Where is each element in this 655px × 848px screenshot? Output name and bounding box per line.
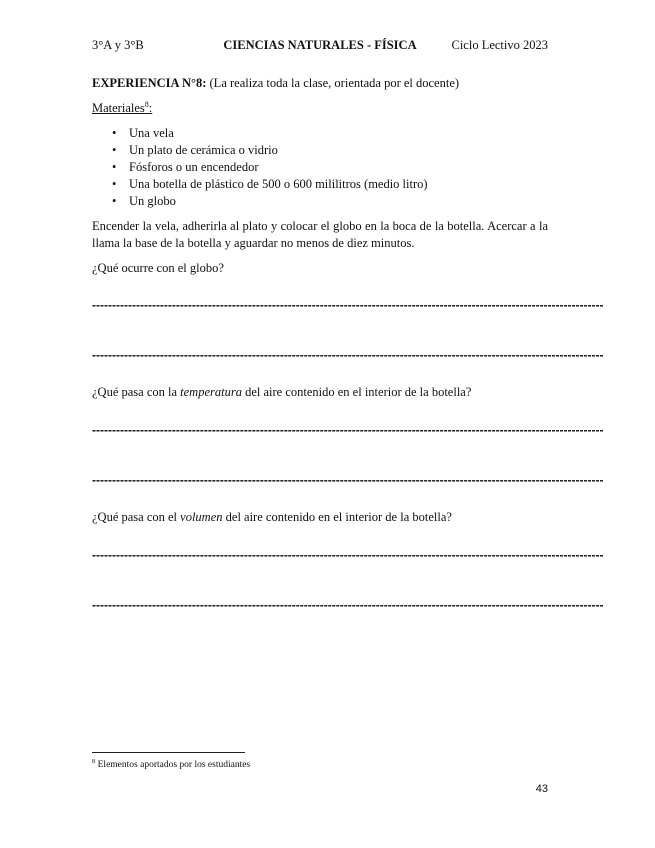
material-item: Un globo (129, 194, 176, 208)
material-item: Un plato de cerámica o vidrio (129, 143, 278, 157)
materials-colon: : (148, 101, 153, 115)
header-year: Ciclo Lectivo 2023 (451, 38, 548, 52)
header-course: 3°A y 3°B (92, 38, 144, 52)
answer-line-3a[interactable]: -------------------------------------------------------------------------------------------------------------------------------- (92, 548, 604, 562)
materials-heading (92, 100, 548, 117)
question-3-emphasis: volumen (180, 510, 223, 524)
bullet-icon: • (112, 194, 117, 208)
materials-label (92, 101, 152, 115)
answer-line-3b[interactable]: -------------------------------------------------------------------------------------------------------------------------------- (92, 598, 604, 612)
question-1 (92, 260, 548, 277)
list-item (92, 142, 548, 159)
list-item (92, 176, 548, 193)
bullet-icon: • (112, 177, 117, 191)
footnote (92, 757, 251, 770)
question-2-text-before: ¿Qué pasa con la (92, 385, 181, 399)
answer-line-2a[interactable]: -------------------------------------------------------------------------------------------------------------------------------- (92, 423, 604, 437)
experience-heading (92, 75, 548, 92)
question-1-text: ¿Qué ocurre con el globo? (92, 261, 224, 275)
materials-label-text: Materiales (92, 101, 145, 115)
materials-list (92, 125, 548, 210)
instructions-paragraph: Encender la vela, adherirla al plato y colocar el globo en la boca de la botella. Acercar a la llama la base de la botella y aguardar no menos de diez minutos. (92, 219, 548, 250)
header-subject: CIENCIAS NATURALES - FÍSICA (223, 38, 417, 52)
material-item: Una vela (129, 126, 174, 140)
list-item (92, 125, 548, 142)
page-header (92, 38, 548, 54)
question-3-text-after: del aire contenido en el interior de la botella? (222, 510, 452, 524)
answer-line-1a[interactable]: -------------------------------------------------------------------------------------------------------------------------------- (92, 298, 604, 312)
list-item (92, 159, 548, 176)
list-item (92, 193, 548, 210)
bullet-icon: • (112, 126, 117, 140)
answer-line-2b[interactable]: -------------------------------------------------------------------------------------------------------------------------------- (92, 473, 604, 487)
footnote-divider (92, 752, 245, 753)
bullet-icon: • (112, 160, 117, 174)
material-item: Fósforos o un encendedor (129, 160, 259, 174)
materials-footnote-ref: 8 (144, 99, 149, 109)
page-number: 43 (535, 783, 548, 795)
page-content (92, 75, 604, 612)
question-2 (92, 384, 548, 401)
footnote-number: 8 (92, 757, 96, 765)
experience-title: EXPERIENCIA N°8: (92, 76, 207, 90)
bullet-icon: • (112, 143, 117, 157)
experience-subtitle: (La realiza toda la clase, orientada por el docente) (209, 76, 460, 90)
question-3 (92, 509, 548, 526)
question-3-text-before: ¿Qué pasa con el (92, 510, 181, 524)
question-2-text-after: del aire contenido en el interior de la botella? (241, 385, 472, 399)
answer-line-1b[interactable]: -------------------------------------------------------------------------------------------------------------------------------- (92, 348, 604, 362)
material-item: Una botella de plástico de 500 o 600 mililitros (medio litro) (129, 177, 428, 191)
question-2-emphasis: temperatura (180, 385, 242, 399)
footnote-text: Elementos aportados por los estudiantes (95, 760, 251, 770)
